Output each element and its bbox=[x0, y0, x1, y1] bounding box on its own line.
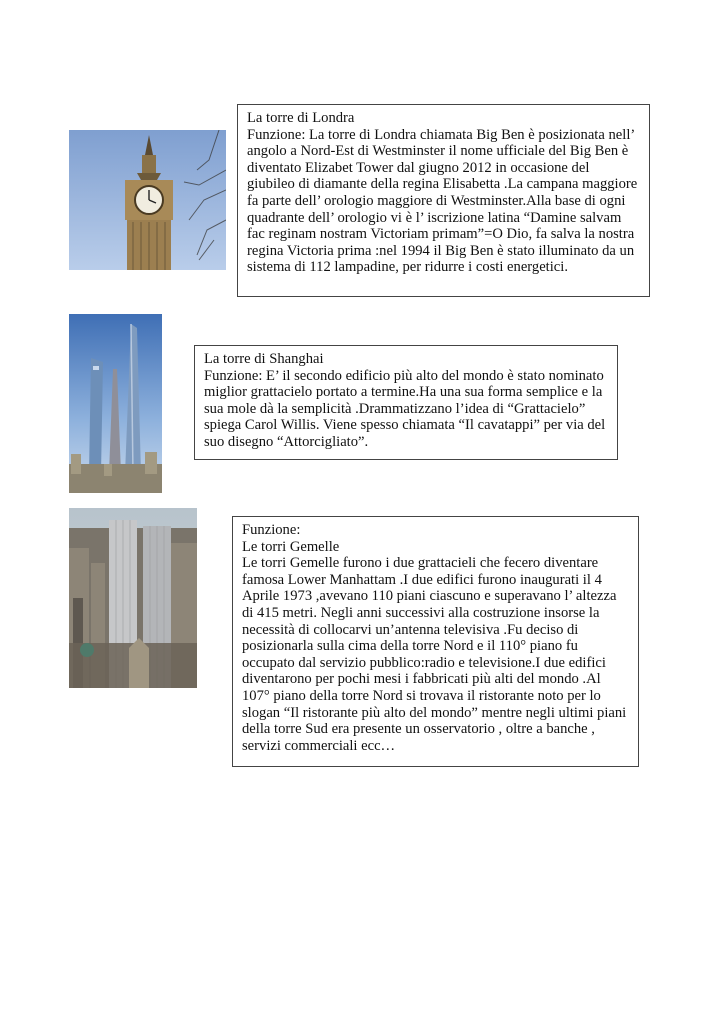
twin-towers-line: della torre Sud era presente un osservatorio , oltre a banche , bbox=[242, 721, 595, 738]
london-title: La torre di Londra bbox=[247, 110, 355, 126]
shanghai-tower-text-box bbox=[194, 345, 618, 460]
twin-towers-line: necessità di collocarvi un’antenna televisiva .Fu deciso di bbox=[242, 621, 579, 638]
twin-towers-line: occupato dal servizio pubblico:radio e televisione.I due edifici bbox=[242, 654, 606, 671]
london-line: quadrante dell’ orologio vi è l’ iscrizione latina “Damine salvam bbox=[247, 209, 622, 226]
twin-towers-line: 107° piano della torre Nord si trovava il ristorante noto per lo bbox=[242, 687, 601, 704]
shanghai-line: spiega Carol Willis. Viene spesso chiamata “Il cavatappi” per via del bbox=[204, 417, 606, 434]
london-line: fac reginam nostram Victoriam primam”=O Dio, fa salva la nostra bbox=[247, 226, 635, 243]
shanghai-line: suo disegno “Attorcigliato”. bbox=[204, 433, 369, 450]
shanghai-line: Funzione: E’ il secondo edificio più alto del mondo è stato nominato bbox=[204, 367, 604, 384]
london-line: angolo a Nord-Est di Westminster il nome ufficiale del Big Ben è bbox=[247, 143, 629, 160]
london-tower-text-box bbox=[237, 104, 650, 297]
london-line: fa parte dell’ orologio maggiore di Westminster.Alla base di ogni bbox=[247, 192, 626, 209]
twin-towers-text-box bbox=[232, 516, 639, 767]
london-line: regina Victoria prima :nel 1994 il Big Ben è stato illuminato da un bbox=[247, 242, 635, 259]
london-line: Funzione: La torre di Londra chiamata Big Ben è posizionata nell’ bbox=[247, 126, 636, 143]
twin-towers-line: famosa Lower Manhattam .I due edifici furono inaugurati il 4 bbox=[242, 571, 602, 588]
twin-towers-line: diventarono per pochi mesi i fabbricati più alti del mondo .Al bbox=[242, 671, 601, 688]
twin-towers-line: di 415 metri. Negli anni successivi alla costruzione insorse la bbox=[242, 604, 600, 621]
shanghai-towers-photo bbox=[69, 314, 162, 493]
big-ben-photo bbox=[69, 130, 226, 270]
london-line: diventato Elizabet Tower dal giugno 2012 in occasione del bbox=[247, 159, 590, 176]
london-line: sistema di 112 lampadine, per ridurre i costi energetici. bbox=[247, 259, 568, 276]
twin-towers-line: posizionarla sulla cima della torre Nord e il 110° piano fu bbox=[242, 638, 578, 655]
twin-towers-line: servizi commerciali ecc… bbox=[242, 737, 396, 754]
twin-towers-line: Aprile 1973 ,avevano 110 piani ciascuno e superavano l’ altezza bbox=[242, 588, 617, 605]
twin-towers-heading: Funzione: bbox=[242, 522, 301, 538]
twin-towers-photo bbox=[69, 508, 197, 688]
twin-towers-line: slogan “Il ristorante più alto del mondo” mentre negli ultimi piani bbox=[242, 704, 627, 721]
twin-towers-line: Le torri Gemelle furono i due grattacieli che fecero diventare bbox=[242, 555, 599, 572]
shanghai-title: La torre di Shanghai bbox=[204, 351, 324, 367]
shanghai-line: sua mole dà la semplicità .Drammatizzano l’idea di “Grattacielo” bbox=[204, 400, 586, 417]
twin-towers-title: Le torri Gemelle bbox=[242, 538, 340, 555]
shanghai-line: miglior grattacielo portato a termine.Ha una sua forma semplice e la bbox=[204, 384, 603, 401]
london-line: giubileo di diamante della regina Elisabetta .La campana maggiore bbox=[247, 176, 638, 193]
